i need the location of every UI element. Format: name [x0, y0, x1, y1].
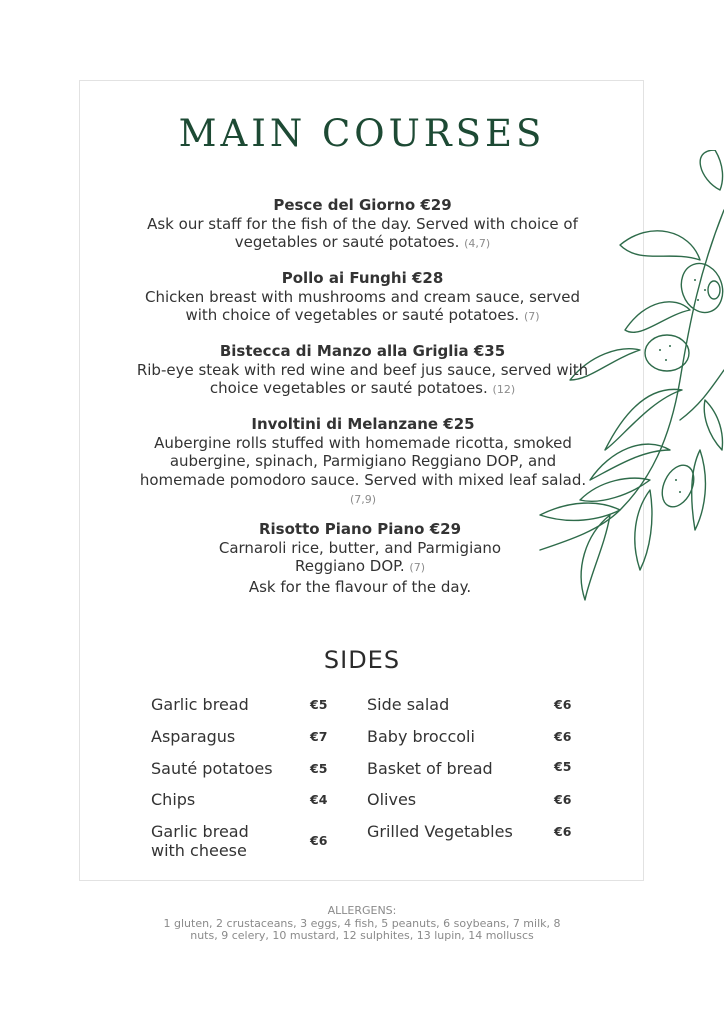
side-item-name: Asparagus — [151, 727, 236, 746]
dish-name: Risotto Piano Piano €29 — [258, 520, 462, 538]
dish-allergens: (7) — [523, 310, 540, 323]
dish-name: Pesce del Giorno €29 — [273, 196, 452, 214]
dish-allergens: (7) — [409, 561, 426, 574]
dish-item — [200, 520, 520, 596]
side-item-price: €6 — [554, 824, 572, 839]
side-item-name: Garlic bread — [151, 695, 249, 714]
dish-allergens: (12) — [492, 383, 516, 396]
side-item-price: €6 — [554, 792, 572, 807]
side-item-name: Sauté potatoes — [151, 759, 273, 778]
dish-name: Pollo ai Funghi €28 — [281, 269, 444, 287]
allergens-footer — [150, 905, 574, 943]
dish-item — [138, 415, 588, 510]
dish-description: Ask our staff for the fish of the day. Served with choice of vegetables or sauté potatoes. — [147, 214, 578, 251]
side-item-price: €6 — [554, 729, 572, 744]
side-item-price: €5 — [554, 759, 572, 774]
side-item-price: €6 — [310, 833, 328, 848]
dish-item — [130, 269, 595, 327]
side-item-price: €4 — [310, 792, 328, 807]
dish-description: Carnaroli rice, butter, and Parmigiano Reggiano DOP. — [218, 538, 502, 575]
side-item-name: Olives — [367, 790, 417, 809]
side-item-name: Side salad — [367, 695, 450, 714]
page-title: MAIN COURSES — [178, 112, 546, 155]
dish-description: Rib-eye steak with red wine and beef jus sauce, served with choice vegetables or sauté potatoes. — [136, 360, 589, 397]
side-item-price: €5 — [310, 697, 328, 712]
side-item-name: Garlic bread with cheese — [151, 822, 249, 860]
dish-allergens: (4,7) — [464, 237, 491, 250]
dish-item — [130, 196, 595, 254]
side-item-price: €7 — [310, 729, 328, 744]
allergens-list: 1 gluten, 2 crustaceans, 3 eggs, 4 fish, 5 peanuts, 6 soybeans, 7 milk, 8 nuts, 9 celery, 10 mustard, 12 sulphites, 13 lupin, 14 molluscs — [163, 916, 561, 942]
allergens-heading: ALLERGENS: — [327, 904, 397, 917]
dish-allergens: (7,9) — [349, 493, 377, 506]
dish-name: Bistecca di Manzo alla Griglia €35 — [219, 342, 506, 360]
dish-item — [130, 342, 595, 400]
side-item-price: €5 — [310, 761, 328, 776]
sides-heading: SIDES — [323, 646, 401, 674]
side-item-name: Grilled Vegetables — [367, 822, 513, 841]
side-item-price: €6 — [554, 697, 572, 712]
dish-name: Involtini di Melanzane €25 — [251, 415, 475, 433]
side-item-name: Basket of bread — [367, 759, 493, 778]
dish-description: Chicken breast with mushrooms and cream sauce, served with choice of vegetables or sauté potatoes. — [145, 287, 580, 324]
dish-description: Aubergine rolls stuffed with homemade ricotta, smoked aubergine, spinach, Parmigiano Reggiano DOP, and homemade pomodoro sauce. Served with mixed leaf salad. — [139, 433, 587, 489]
side-item-name: Chips — [151, 790, 196, 809]
dish-note: Ask for the flavour of the day. — [248, 577, 472, 596]
side-item-name: Baby broccoli — [367, 727, 475, 746]
